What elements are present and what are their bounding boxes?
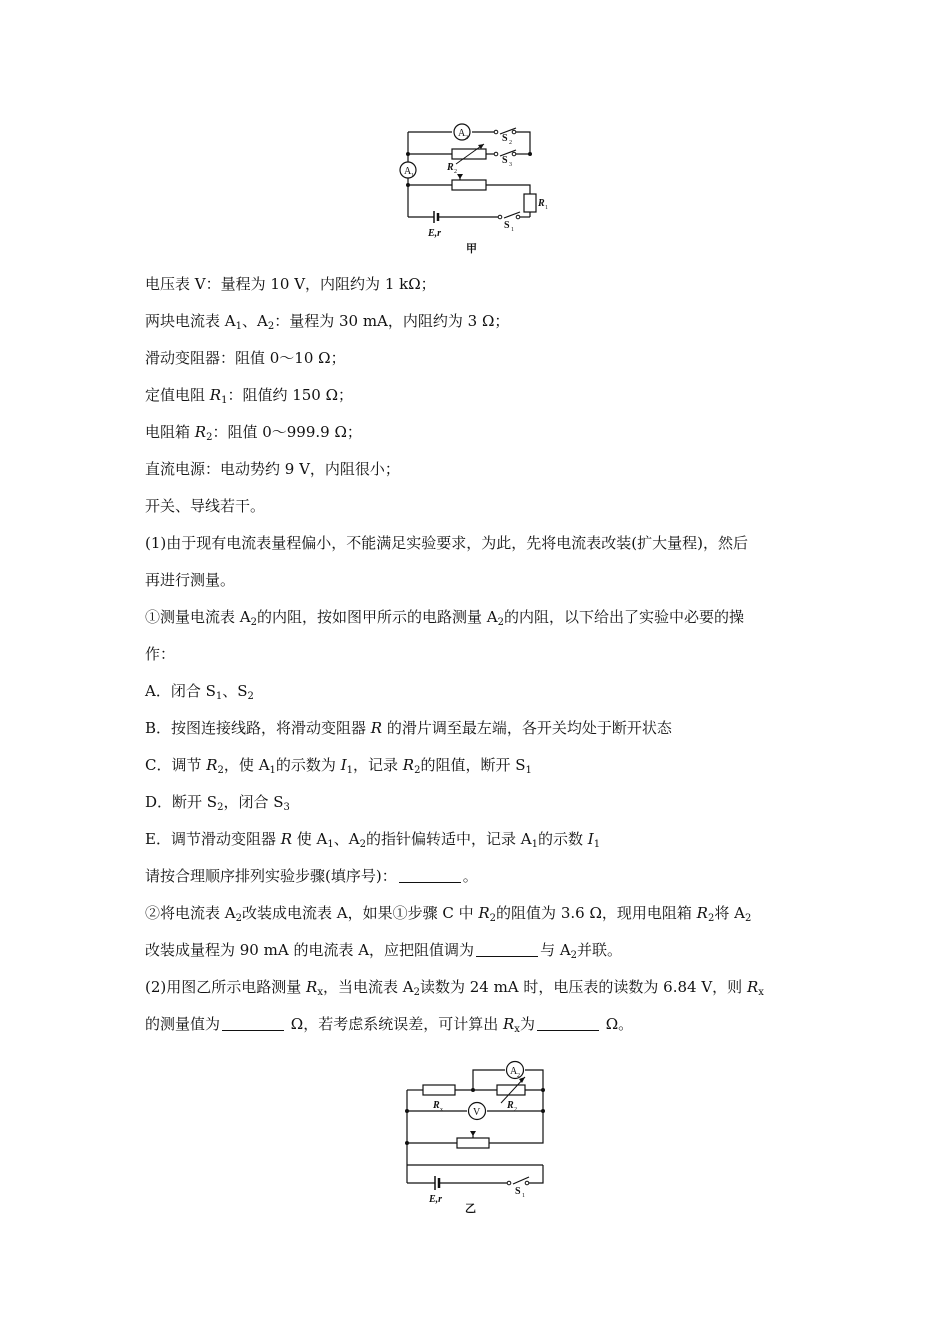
equipment-r1: 定值电阻 $R_1$：阻值约 150 Ω； [145, 386, 354, 406]
battery-label: E,r [428, 228, 442, 239]
step-a: A．闭合 $S_1$、$S_2$ [145, 682, 254, 702]
order-answer-blank[interactable] [399, 868, 461, 883]
resistor-r2-label-yi: R [507, 1100, 514, 1111]
switch-s2-sub: 2 [509, 140, 512, 146]
q2-line2: 的测量值为 Ω，若考虑系统误差，可计算出 $R_x$为 Ω。 [145, 1015, 634, 1035]
resistor-r1-sub: 1 [545, 205, 548, 211]
q2-line1: (2)用图乙所示电路测量 $R_x$，当电流表 $A_2$读数为 24 mA 时，电压表的读数为 6.84 V，则 $R_x$ [145, 978, 764, 998]
q1-part1-line1: ①测量电流表 $A_2$的内阻，按如图甲所示的电路测量 $A_2$的内阻，以下给出了实验中必要的操 [145, 608, 744, 628]
rx-measured-blank[interactable] [222, 1016, 284, 1031]
resistor-r2-label: R [447, 162, 454, 173]
step-b: B．按图连接线路，将滑动变阻器 R 的滑片调至最左端，各开关均处于断开状态 [145, 719, 672, 737]
switch-s1-sub: 1 [511, 227, 514, 233]
switch-s2-label: S [502, 133, 508, 144]
switch-s3-label: S [502, 155, 508, 166]
q1-part1-line2: 作： [145, 645, 176, 663]
ammeter-a2-label: A [458, 128, 466, 139]
resistor-r2-sub-yi: 2 [514, 1107, 517, 1113]
switch-s1-label: S [504, 220, 510, 231]
figure-caption-jia: 甲 [466, 243, 477, 255]
equipment-r2: 电阻箱 $R_2$：阻值 0～999.9 Ω； [145, 423, 362, 443]
q1-part2-line1: ②将电流表 $A_2$改装成电流表 A，如果①步骤 C 中 $R_2$的阻值为 3.6 Ω，现用电阻箱 $R_2$将 $A_2$ [145, 904, 752, 924]
resistor-rx-sub: x [440, 1107, 443, 1113]
ammeter-a2-sub-yi: 2 [517, 1073, 520, 1079]
resistor-r2-sub: 2 [454, 169, 457, 175]
equipment-source: 直流电源：电动势约 9 V，内阻很小； [145, 460, 400, 478]
step-e: E．调节滑动变阻器 R 使 $A_1$、$A_2$的指针偏转适中，记录 $A_1$的示数 $I_1$ [145, 830, 601, 850]
equipment-ammeters: 两块电流表 $A_1$、$A_2$：量程为 30 mA，内阻约为 3 Ω； [145, 312, 510, 332]
ammeter-a1-label: A [404, 166, 412, 177]
circuit-diagram-yi [395, 1055, 560, 1215]
switch-s1-sub-yi: 1 [522, 1193, 525, 1199]
resistance-answer-blank[interactable] [476, 942, 538, 957]
step-d: D．断开 $S_2$，闭合 $S_3$ [145, 793, 290, 813]
rx-true-blank[interactable] [537, 1016, 599, 1031]
step-c: C．调节 $R_2$，使 $A_1$的示数为 $I_1$，记录 $R_2$的阻值，断开 $S_1$ [145, 756, 532, 776]
q1-intro-line2: 再进行测量。 [145, 571, 236, 589]
equipment-misc: 开关、导线若干。 [145, 497, 266, 515]
circuit-jia-svg [390, 122, 560, 257]
q1-part2-line2: 改装成量程为 90 mA 的电流表 A，应把阻值调为 与 $A_2$并联。 [145, 941, 623, 961]
battery-label-yi: E,r [429, 1194, 443, 1205]
switch-s3-sub: 3 [509, 162, 512, 168]
circuit-diagram-jia [390, 122, 560, 257]
circuit-yi-svg [395, 1055, 560, 1215]
ammeter-a1-sub: 1 [411, 173, 414, 179]
order-prompt: 请按合理顺序排列实验步骤(填序号)： 。 [145, 867, 478, 885]
equipment-rheostat: 滑动变阻器：阻值 0～10 Ω； [145, 349, 346, 367]
resistor-rx-label: R [433, 1100, 440, 1111]
ammeter-a2-label-yi: A [510, 1066, 518, 1077]
voltmeter-label: V [473, 1107, 481, 1118]
equipment-voltmeter: 电压表 V：量程为 10 V，内阻约为 1 kΩ； [145, 275, 436, 293]
q1-intro-line1: (1)由于现有电流表量程偏小，不能满足实验要求，为此，先将电流表改装(扩大量程)，然后 [145, 534, 748, 552]
resistor-r1-label: R [538, 198, 545, 209]
switch-s1-label-yi: S [515, 1186, 521, 1197]
ammeter-a2-sub: 2 [465, 135, 468, 141]
figure-caption-yi: 乙 [465, 1203, 476, 1215]
